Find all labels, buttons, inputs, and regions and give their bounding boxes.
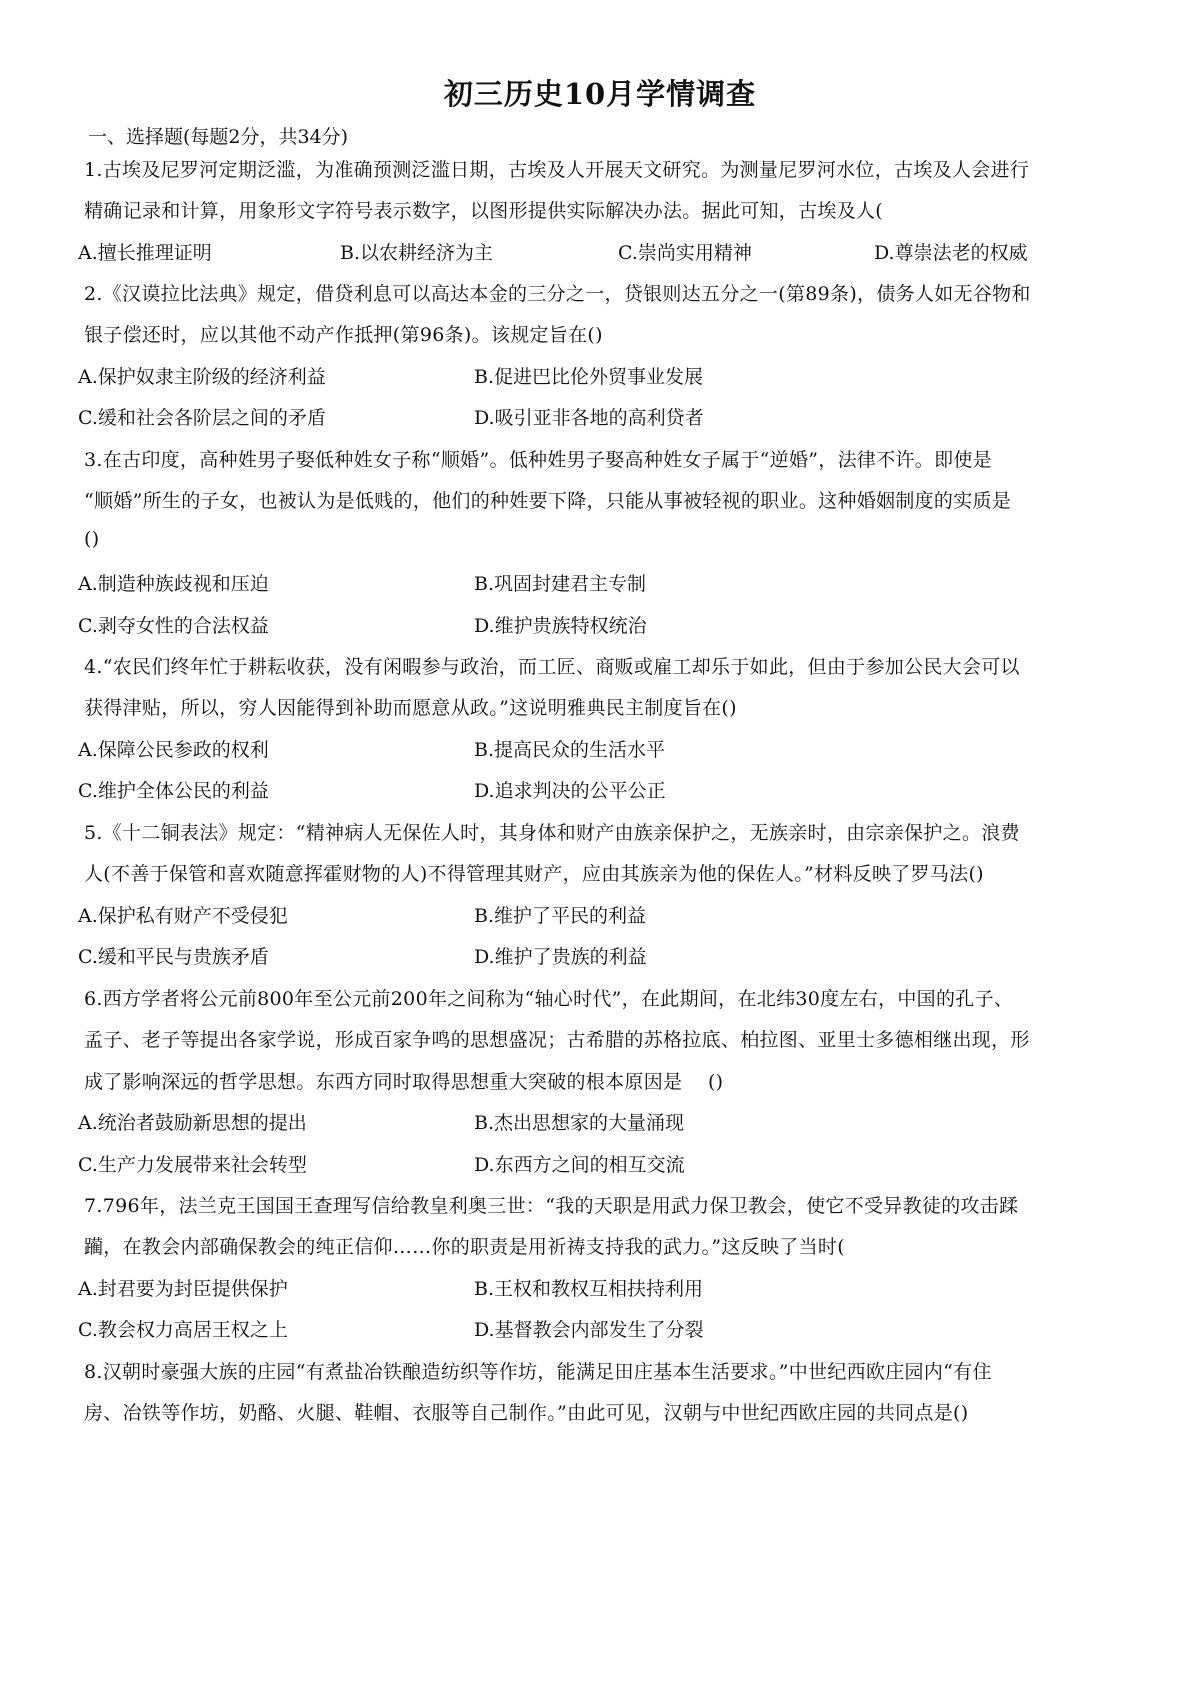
question-text-line: 4.“农民们终年忙于耕耘收获，没有闲暇参与政治，而工匠、商贩或雇工却乐于如此，但由于参加公民大会可以 — [84, 656, 1020, 678]
option-b: B.促进巴比伦外贸事业发展 — [474, 366, 704, 388]
option-d: D.维护了贵族的利益 — [474, 946, 647, 968]
option-c: C.缓和社会各阶层之间的矛盾 — [78, 407, 326, 429]
option-b: B.维护了平民的利益 — [474, 905, 647, 927]
option-a: A.保护奴隶主阶级的经济利益 — [78, 366, 326, 388]
option-b: B.杰出思想家的大量涌现 — [474, 1112, 685, 1134]
question-text-line: 银子偿还时，应以其他不动产作抵押(第96条)。该规定旨在() — [84, 324, 603, 346]
question-text-line: 房、冶铁等作坊，奶酪、火腿、鞋帽、衣服等自己制作。”由此可见，汉朝与中世纪西欧庄园的共同点是() — [84, 1402, 969, 1424]
option-d: D.吸引亚非各地的高利贷者 — [474, 407, 704, 429]
question-text-line: 获得津贴，所以，穷人因能得到补助而愿意从政。”这说明雅典民主制度旨在() — [84, 697, 737, 719]
option-a: A.封君要为封臣提供保护 — [78, 1278, 288, 1300]
option-c: C.剥夺女性的合法权益 — [78, 615, 269, 637]
option-a: A.保护私有财产不受侵犯 — [78, 905, 288, 927]
question-text-line: 6.西方学者将公元前800年至公元前200年之间称为“轴心时代”，在此期间，在北纬30度左右，中国的孔子、 — [84, 988, 1014, 1010]
option-d: D.维护贵族特权统治 — [474, 615, 647, 637]
question-text-line: 2.《汉谟拉比法典》规定，借贷利息可以高达本金的三分之一，贷银则达五分之一(第89条)，债务人如无谷物和 — [84, 283, 1031, 305]
question-text-line: () — [84, 528, 100, 550]
option-a: A.统治者鼓励新思想的提出 — [78, 1112, 307, 1134]
question-text-line: 成了影响深远的哲学思想。东西方同时取得思想重大突破的根本原因是 () — [84, 1071, 724, 1093]
question-text-line: 1.古埃及尼罗河定期泛滥，为准确预测泛滥日期，古埃及人开展天文研究。为测量尼罗河水位，古埃及人会进行 — [84, 159, 1030, 181]
question-text-line: 精确记录和计算，用象形文字符号表示数字，以图形提供实际解决办法。据此可知，古埃及人( — [84, 200, 884, 222]
option-b: B.提高民众的生活水平 — [474, 739, 666, 761]
question-text-line: 5.《十二铜表法》规定：“精神病人无保佐人时，其身体和财产由族亲保护之，无族亲时，由宗亲保护之。浪费 — [84, 822, 1020, 844]
question-text-line: 7.796年，法兰克王国国王查理写信给教皇利奥三世：“我的天职是用武力保卫教会，使它不受异教徒的攻击蹂 — [84, 1195, 1019, 1217]
option-b: B.王权和教权互相扶持利用 — [474, 1278, 704, 1300]
option-c: C.崇尚实用精神 — [618, 242, 752, 264]
page-title: 初三历史10月学情调查 — [443, 77, 757, 111]
option-d: D.基督教会内部发生了分裂 — [474, 1319, 704, 1341]
option-b: B.以农耕经济为主 — [340, 242, 494, 264]
question-text-line: 孟子、老子等提出各家学说，形成百家争鸣的思想盛况；古希腊的苏格拉底、柏拉图、亚里士多德相继出现，形 — [84, 1029, 1030, 1051]
question-text-line: 躏，在教会内部确保教会的纯正信仰……你的职责是用祈祷支持我的武力。”这反映了当时( — [84, 1236, 845, 1258]
question-text-line: 3.在古印度，高种姓男子娶低种姓女子称“顺婚”。低种姓男子娶高种姓女子属于“逆婚”，法律不许。即使是 — [84, 449, 992, 471]
option-b: B.巩固封建君主专制 — [474, 573, 647, 595]
option-c: C.维护全体公民的利益 — [78, 780, 269, 802]
question-text-line: “顺婚”所生的子女，也被认为是低贱的，他们的种姓要下降，只能从事被轻视的职业。这种婚姻制度的实质是 — [84, 490, 1012, 512]
section-heading: 一、选择题(每题2分，共34分) — [88, 126, 349, 148]
option-d: D.东西方之间的相互交流 — [474, 1154, 685, 1176]
option-d: D.尊崇法老的权威 — [874, 242, 1028, 264]
question-text-line: 人(不善于保管和喜欢随意挥霍财物的人)不得管理其财产，应由其族亲为他的保佐人。”材料反映了罗马法() — [84, 863, 984, 885]
option-c: C.缓和平民与贵族矛盾 — [78, 946, 269, 968]
option-c: C.教会权力高居王权之上 — [78, 1319, 288, 1341]
option-a: A.制造种族歧视和压迫 — [78, 573, 269, 595]
option-a: A.擅长推理证明 — [78, 242, 212, 264]
question-text-line: 8.汉朝时豪强大族的庄园“有煮盐冶铁酿造纺织等作坊，能满足田庄基本生活要求。”中世纪西欧庄园内“有住 — [84, 1361, 992, 1383]
option-c: C.生产力发展带来社会转型 — [78, 1154, 307, 1176]
option-d: D.追求判决的公平公正 — [474, 780, 666, 802]
option-a: A.保障公民参政的权利 — [78, 739, 269, 761]
